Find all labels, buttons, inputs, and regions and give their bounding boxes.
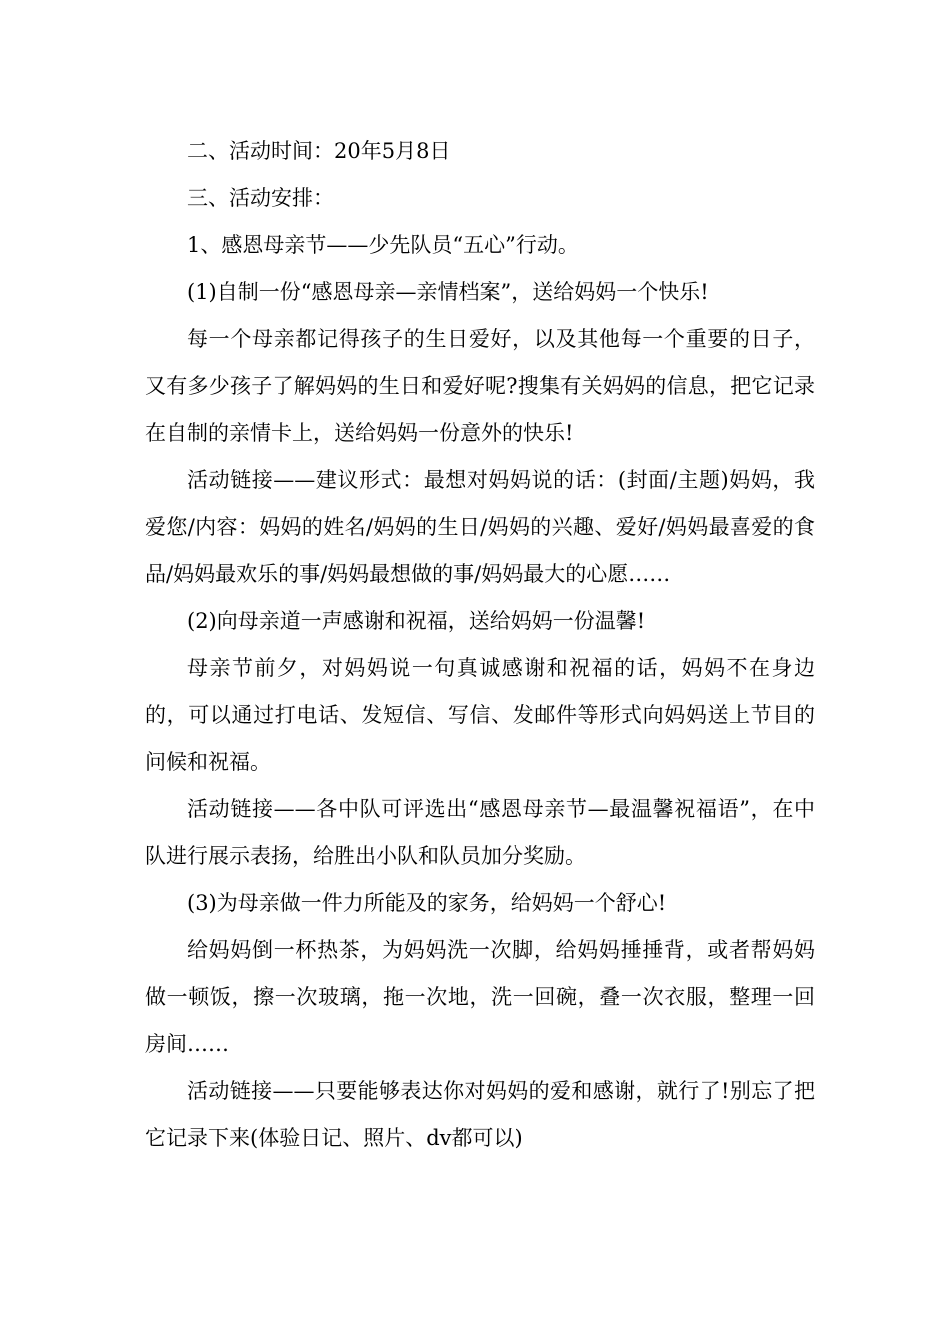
paragraph-item-1-body: 每一个母亲都记得孩子的生日爱好，以及其他每一个重要的日子，又有多少孩子了解妈妈的生日和爱好呢?搜集有关妈妈的信息，把它记录在自制的亲情卡上，送给妈妈一份意外的快乐! <box>145 327 815 445</box>
paragraph-item-3-title: (3)为母亲做一件力所能及的家务，给妈妈一个舒心! <box>187 891 667 915</box>
paragraph-activity-time: 二、活动时间：20年5月8日 <box>187 139 451 163</box>
paragraph-item-1-link: 活动链接——建议形式：最想对妈妈说的话：(封面/主题)妈妈，我爱您/内容：妈妈的姓名/妈妈的生日/妈妈的兴趣、爱好/妈妈最喜爱的食品/妈妈最欢乐的事/妈妈最想做的事/妈妈最大的心愿…… <box>145 468 815 586</box>
paragraph-section-1-title: 1、感恩母亲节——少先队员“五心”行动。 <box>187 233 579 257</box>
paragraph-item-3-link: 活动链接——只要能够表达你对妈妈的爱和感谢，就行了!别忘了把它记录下来(体验日记、照片、dv都可以) <box>145 1079 815 1150</box>
paragraph-item-1-title: (1)自制一份“感恩母亲—亲情档案”，送给妈妈一个快乐! <box>187 280 709 304</box>
paragraph-item-2-link: 活动链接——各中队可评选出“感恩母亲节—最温馨祝福语”，在中队进行展示表扬，给胜出小队和队员加分奖励。 <box>145 797 815 868</box>
paragraph-item-2-title: (2)向母亲道一声感谢和祝福，送给妈妈一份温馨! <box>187 609 646 633</box>
paragraph-activity-arrangement: 三、活动安排： <box>187 186 334 210</box>
paragraph-item-3-body: 给妈妈倒一杯热茶，为妈妈洗一次脚，给妈妈捶捶背，或者帮妈妈做一顿饭，擦一次玻璃，拖一次地，洗一回碗，叠一次衣服，整理一回房间…… <box>145 938 815 1056</box>
paragraph-item-2-body: 母亲节前夕，对妈妈说一句真诚感谢和祝福的话，妈妈不在身边的，可以通过打电话、发短信、写信、发邮件等形式向妈妈送上节目的问候和祝福。 <box>145 656 815 774</box>
document-body <box>145 128 815 1162</box>
